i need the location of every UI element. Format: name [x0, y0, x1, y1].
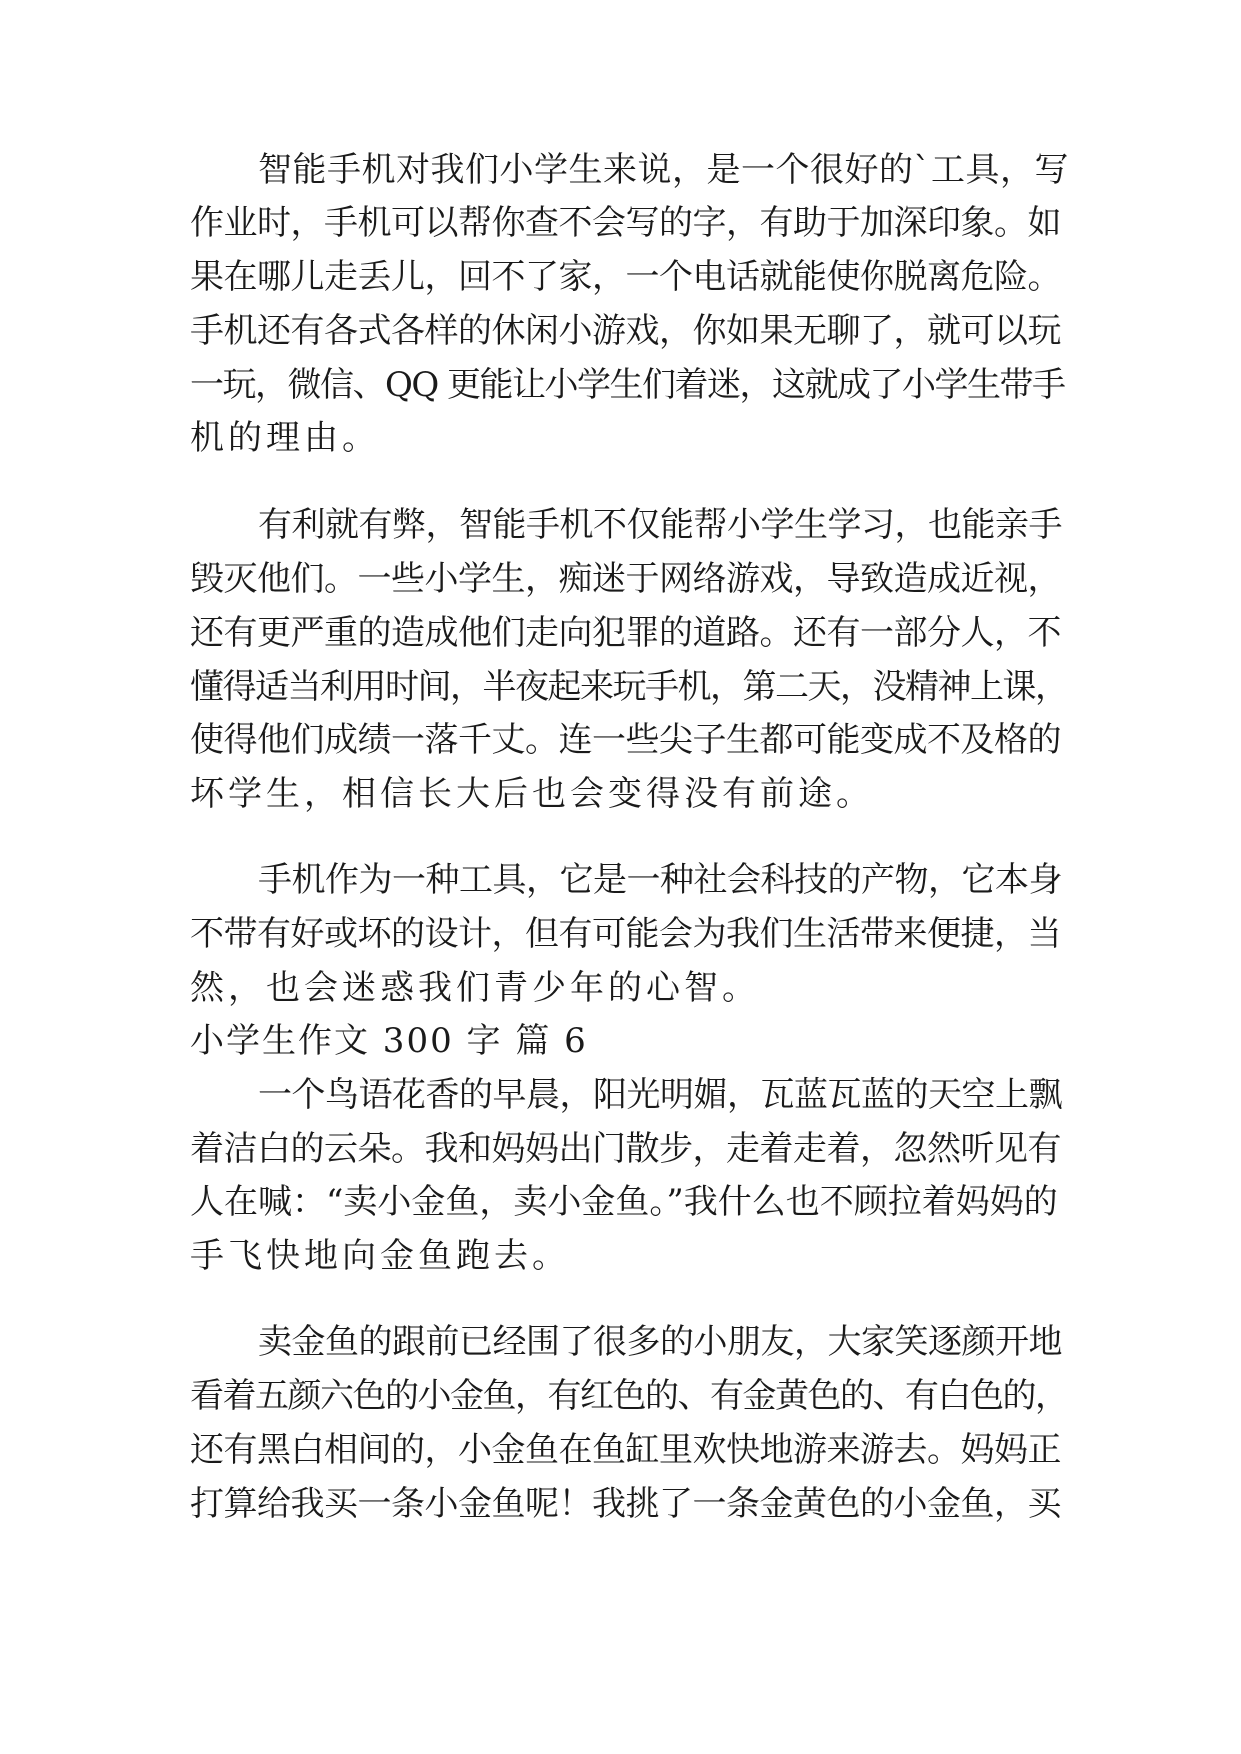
text-line: 人在喊：“卖小金鱼，卖小金鱼。”我什么也不顾拉着妈妈的	[190, 1182, 1058, 1222]
text-line: 一个鸟语花香的早晨，阳光明媚，瓦蓝瓦蓝的天空上飘	[258, 1075, 1062, 1115]
text-line: 卖金鱼的跟前已经围了很多的小朋友，大家笑逐颜开地	[258, 1322, 1062, 1362]
text-line: 作业时，手机可以帮你查不会写的字，有助于加深印象。如	[190, 203, 1061, 243]
text-line: 不带有好或坏的设计，但有可能会为我们生活带来便捷，当	[190, 914, 1061, 954]
text-line: 一玩，微信、QQ 更能让小学生们着迷，这就成了小学生带手	[190, 365, 1065, 405]
text-line: 懂得适当利用时间，半夜起来玩手机，第二天，没精神上课，	[190, 667, 1068, 707]
text-line: 着洁白的云朵。我和妈妈出门散步，走着走着，忽然听见有	[190, 1129, 1061, 1169]
text-line: 智能手机对我们小学生来说，是一个很好的`工具，写	[258, 150, 1069, 190]
text-line: 还有黑白相间的，小金鱼在鱼缸里欢快地游来游去。妈妈正	[190, 1430, 1061, 1470]
text-line: 看着五颜六色的小金鱼，有红色的、有金黄色的、有白色的，	[190, 1376, 1068, 1416]
text-line: 有利就有弊，智能手机不仅能帮小学生学习，也能亲手	[258, 505, 1062, 545]
text-line: 果在哪儿走丢儿，回不了家，一个电话就能使你脱离危险。	[190, 257, 1061, 297]
section-heading: 小学生作文 300 字 篇 6	[190, 1021, 588, 1061]
text-line: 机的理由。	[190, 418, 380, 458]
text-line: 毁灭他们。一些小学生，痴迷于网络游戏，导致造成近视，	[190, 559, 1061, 599]
text-line: 手飞快地向金鱼跑去。	[190, 1236, 570, 1276]
text-line: 打算给我买一条小金鱼呢！我挑了一条金黄色的小金鱼，买	[190, 1484, 1061, 1524]
text-line: 坏学生，相信长大后也会变得没有前途。	[190, 774, 874, 814]
text-line: 手机还有各式各样的休闲小游戏，你如果无聊了，就可以玩	[190, 311, 1061, 351]
text-line: 然，也会迷惑我们青少年的心智。	[190, 968, 760, 1008]
text-line: 使得他们成绩一落千丈。连一些尖子生都可能变成不及格的	[190, 720, 1061, 760]
text-line: 手机作为一种工具，它是一种社会科技的产物，它本身	[258, 860, 1062, 900]
text-line: 还有更严重的造成他们走向犯罪的道路。还有一部分人，不	[190, 613, 1061, 653]
